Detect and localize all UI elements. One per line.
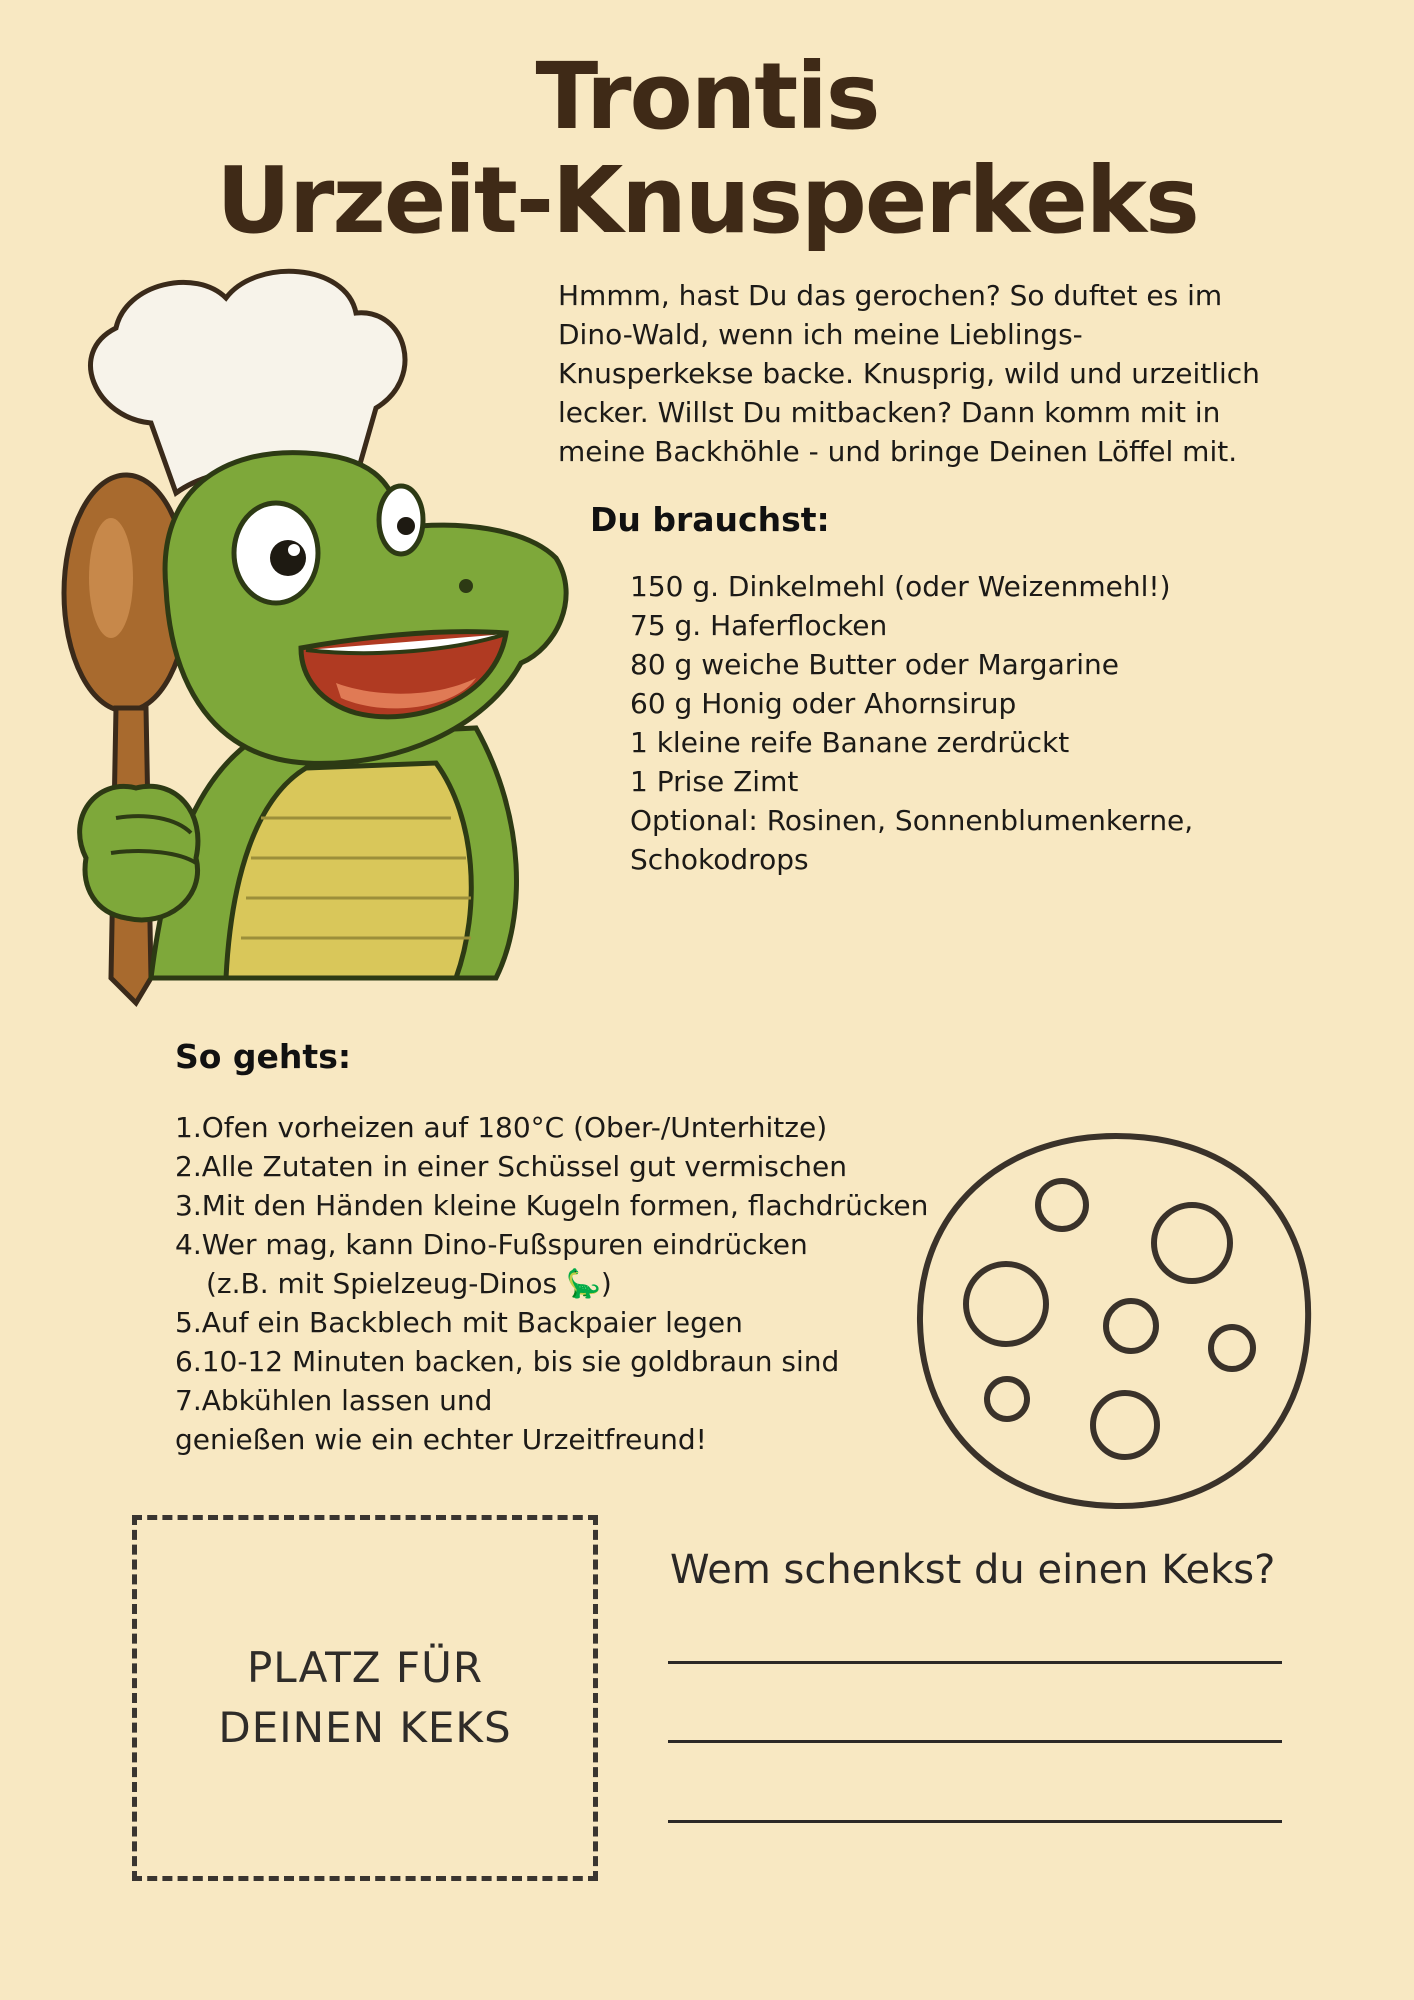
steps-heading: So gehts: bbox=[175, 1037, 352, 1076]
ingredient-item: 60 g Honig oder Ahornsirup bbox=[630, 687, 1017, 720]
dino-head bbox=[165, 453, 566, 764]
step-item bbox=[175, 1147, 975, 1186]
step-text: 10-12 Minuten backen, bis sie goldbraun sind bbox=[201, 1345, 840, 1378]
step-number: 4. bbox=[175, 1228, 202, 1261]
dino-hand bbox=[80, 786, 198, 920]
writing-line[interactable] bbox=[668, 1661, 1282, 1664]
step-item bbox=[175, 1342, 975, 1381]
writing-line[interactable] bbox=[668, 1820, 1282, 1823]
ingredient-item: 1 Prise Zimt bbox=[630, 765, 799, 798]
intro-line: Hmmm, hast Du das gerochen? So duftet es im bbox=[558, 279, 1223, 312]
cookie-placeholder-line: DEINEN KEKS bbox=[218, 1703, 512, 1752]
step-item bbox=[175, 1186, 975, 1225]
intro-line: Knusperkekse backe. Knusprig, wild und urzeitlich bbox=[558, 357, 1260, 390]
cookie-outline-icon bbox=[916, 1132, 1316, 1512]
step-number: 2. bbox=[175, 1150, 202, 1183]
steps-list bbox=[175, 1108, 975, 1459]
step-number: 5. bbox=[175, 1306, 202, 1339]
dino-chef-icon bbox=[56, 258, 576, 1018]
intro-line: Dino-Wald, wenn ich meine Lieblings- bbox=[558, 318, 1083, 351]
step-text: Auf ein Backblech mit Backpaier legen bbox=[201, 1306, 743, 1339]
step-text: Ofen vorheizen auf 180°C (Ober-/Unterhitze) bbox=[201, 1111, 828, 1144]
cookie-placeholder-line: PLATZ FÜR bbox=[246, 1643, 484, 1692]
gift-question: Wem schenkst du einen Keks? bbox=[670, 1547, 1276, 1593]
page-title bbox=[0, 45, 1414, 253]
intro-line: meine Backhöhle - und bringe Deinen Löffel mit. bbox=[558, 435, 1238, 468]
step-text: Mit den Händen kleine Kugeln formen, flachdrücken bbox=[201, 1189, 929, 1222]
step-number: 1. bbox=[175, 1111, 202, 1144]
title-line-2: Urzeit-Knusperkeks bbox=[216, 147, 1198, 254]
ingredients-heading: Du brauchst: bbox=[590, 500, 830, 539]
step-number: 3. bbox=[175, 1189, 202, 1222]
step-number: 6. bbox=[175, 1345, 202, 1378]
cookie-placeholder-box bbox=[132, 1515, 598, 1881]
intro-text bbox=[558, 276, 1298, 471]
cookie-placeholder-label bbox=[218, 1638, 511, 1758]
step-text-continued: (z.B. mit Spielzeug-Dinos 🦕) bbox=[206, 1267, 612, 1300]
title-line-1: Trontis bbox=[535, 43, 879, 150]
step-text: Alle Zutaten in einer Schüssel gut vermischen bbox=[201, 1150, 848, 1183]
ingredient-item: 75 g. Haferflocken bbox=[630, 609, 888, 642]
step-item bbox=[175, 1108, 975, 1147]
ingredient-item: Schokodrops bbox=[630, 843, 809, 876]
intro-line: lecker. Willst Du mitbacken? Dann komm mit in bbox=[558, 396, 1221, 429]
ingredient-item: 150 g. Dinkelmehl (oder Weizenmehl!) bbox=[630, 570, 1171, 603]
writing-line[interactable] bbox=[668, 1740, 1282, 1743]
ingredient-item: 1 kleine reife Banane zerdrückt bbox=[630, 726, 1070, 759]
ingredient-item: 80 g weiche Butter oder Margarine bbox=[630, 648, 1120, 681]
step-text-continued: genießen wie ein echter Urzeitfreund! bbox=[175, 1423, 707, 1456]
step-item bbox=[175, 1303, 975, 1342]
step-text: Abkühlen lassen und bbox=[201, 1384, 493, 1417]
step-number: 7. bbox=[175, 1384, 202, 1417]
step-item bbox=[175, 1225, 975, 1303]
step-text: Wer mag, kann Dino-Fußspuren eindrücken bbox=[201, 1228, 808, 1261]
step-item bbox=[175, 1381, 975, 1459]
ingredients-list bbox=[630, 567, 1310, 879]
ingredient-item: Optional: Rosinen, Sonnenblumenkerne, bbox=[630, 804, 1194, 837]
